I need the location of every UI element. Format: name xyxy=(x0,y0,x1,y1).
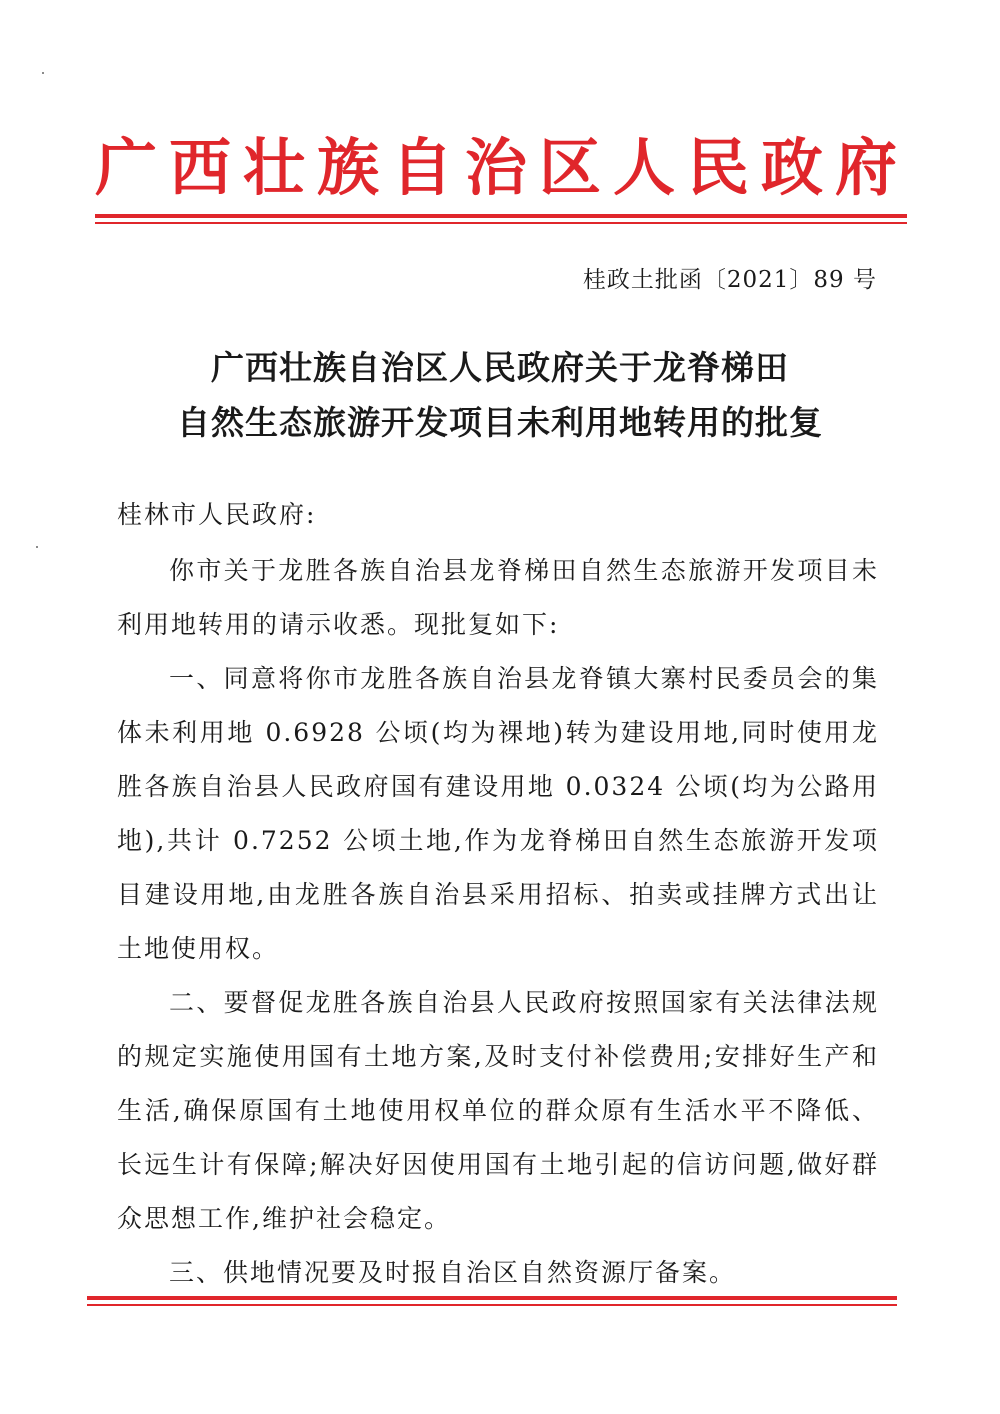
item-1-paragraph: 一、同意将你市龙胜各族自治县龙脊镇大寨村民委员会的集体未利用地 0.6928 公顷(均为裸地)转为建设用地,同时使用龙胜各族自治县人民政府国有建设用地 0.0324 公顷(均为公路用地),共计 0.7252 公顷土地,作为龙脊梯田自然生态旅游开发项目建设用地,由龙胜各族自治县采用招标、拍卖或挂牌方式出让土地使用权。 xyxy=(117,664,879,963)
intro-paragraph: 你市关于龙胜各族自治县龙脊梯田自然生态旅游开发项目未利用地转用的请示收悉。现批复如下: xyxy=(117,556,879,639)
footer-rule-thin xyxy=(87,1304,897,1306)
scan-speck xyxy=(36,546,38,548)
document-title xyxy=(120,340,880,450)
masthead: 广西壮族自治区人民政府 xyxy=(95,131,905,204)
masthead-rule-thick xyxy=(95,214,907,218)
document-number: 桂政土批函〔2021〕89 号 xyxy=(582,267,877,293)
document-title-line-2: 自然生态旅游开发项目未利用地转用的批复 xyxy=(177,403,823,442)
masthead-rule-thin xyxy=(95,222,907,224)
item-3-paragraph: 三、供地情况要及时报自治区自然资源厅备案。 xyxy=(169,1258,737,1287)
salutation: 桂林市人民政府: xyxy=(117,500,317,529)
footer-rule-thick xyxy=(87,1296,897,1300)
item-2-paragraph: 二、要督促龙胜各族自治县人民政府按照国家有关法律法规的规定实施使用国有土地方案,及时支付补偿费用;安排好生产和生活,确保原国有土地使用权单位的群众原有生活水平不降低、长远生计有保障;解决好因使用国有土地引起的信访问题,做好群众思想工作,维护社会稳定。 xyxy=(117,988,879,1233)
document-body xyxy=(117,488,879,1300)
scan-speck xyxy=(42,72,44,74)
document-title-line-1: 广西壮族自治区人民政府关于龙脊梯田 xyxy=(211,348,789,387)
